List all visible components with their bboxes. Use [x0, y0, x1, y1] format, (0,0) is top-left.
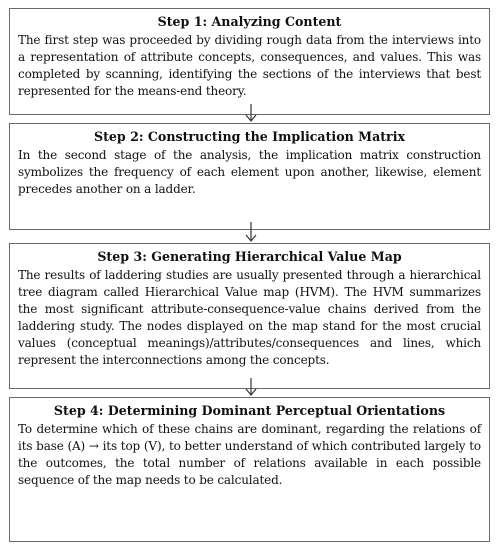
down-arrow-icon [245, 378, 257, 396]
step-2-body: In the second stage of the analysis, the implication matrix construction symbolizes the frequency of each element upon another, likewise, element precedes another on a ladder. [18, 148, 481, 196]
step-4-body: To determine which of these chains are dominant, regarding the relations of its base (A) → its top (V), to better understand of which contributed largely to the outcomes, the total number of relations available in each possible sequence of the map needs to be calculated. [18, 422, 481, 487]
step-1-box [9, 8, 490, 115]
step-3-title: Step 3: Generating Hierarchical Value Map [97, 249, 402, 264]
step-2-title: Step 2: Constructing the Implication Matrix [94, 129, 405, 144]
step-1-title: Step 1: Analyzing Content [157, 14, 342, 29]
step-3-box [9, 243, 490, 389]
step-4-box [9, 397, 490, 542]
down-arrow-icon [245, 222, 257, 242]
step-4-title: Step 4: Determining Dominant Perceptual Orientations [53, 403, 446, 418]
step-1-body: The first step was proceeded by dividing rough data from the interviews into a representation of attribute concepts, consequences, and values. This was completed by scanning, identifying the sections of the interviews that best represented for the means-end theory. [18, 33, 481, 98]
down-arrow-icon [245, 104, 257, 122]
step-2-box [9, 123, 490, 230]
step-3-body: The results of laddering studies are usually presented through a hierarchical tree diagram called Hierarchical Value map (HVM). The HVM summarizes the most significant attribute-consequence-value chains derived from the laddering study. The nodes displayed on the map stand for the most crucial values (conceptual meanings)/attributes/consequences and lines, which represent the interconnections among the concepts. [18, 268, 481, 367]
